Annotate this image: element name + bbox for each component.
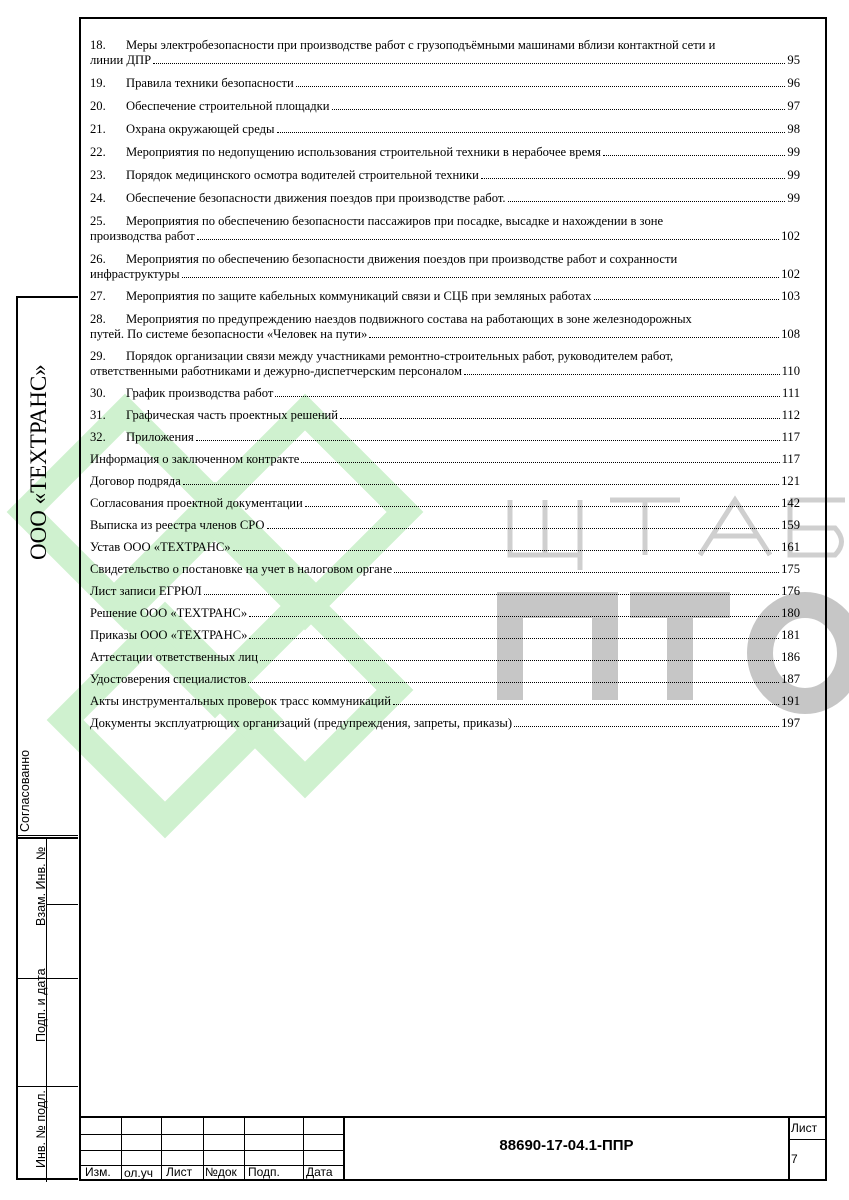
toc-entry-page: 121 [781, 474, 800, 488]
toc-entry-title: Договор подряда [90, 474, 181, 488]
toc-entry-number: 29. [90, 349, 106, 363]
toc-entry[interactable] [90, 99, 800, 114]
toc-entry-title: Устав ООО «ТЕХТРАНС» [90, 540, 231, 554]
toc-entry-number: 30. [90, 386, 106, 400]
toc-entry-number: 27. [90, 289, 106, 303]
toc-dot-leader [301, 461, 779, 463]
toc-dot-leader [204, 593, 779, 595]
toc-entry-title: Мероприятия по обеспечению безопасности пассажиров при посадке, высадке и нахождении в зоне [126, 214, 664, 228]
company-name-vertical: ООО «ТЕХТРАНС» [26, 364, 51, 560]
toc-entry[interactable] [90, 562, 800, 577]
toc-entry-title: Обеспечение строительной площадки [126, 99, 330, 113]
tb-line [79, 1134, 344, 1135]
toc-entry-number: 28. [90, 312, 106, 326]
toc-entry[interactable] [90, 694, 800, 709]
toc-dot-leader [296, 85, 786, 87]
stamp-line [46, 904, 78, 905]
toc-entry-title: Графическая часть проектных решений [126, 408, 339, 422]
toc-dot-leader [182, 276, 780, 278]
toc-entry-page: 161 [781, 540, 800, 554]
tb-vline [244, 1118, 245, 1181]
toc-entry[interactable] [90, 408, 800, 423]
toc-entry-page: 142 [781, 496, 800, 510]
col-list: Лист [166, 1165, 193, 1179]
toc-entry-page: 95 [787, 53, 800, 67]
toc-entry-page: 112 [781, 408, 800, 422]
toc-dot-leader [249, 637, 779, 639]
toc-entry-page: 191 [781, 694, 800, 708]
toc-dot-leader [248, 681, 779, 683]
tb-vline [161, 1118, 162, 1181]
toc-entry-title: Приложения [126, 430, 194, 444]
toc-entry-title: линии ДПР [90, 53, 152, 67]
toc-dot-leader [369, 336, 779, 338]
toc-entry-title: Мероприятия по обеспечению безопасности движения поездов при производстве работ и сохранности [126, 252, 678, 266]
toc-entry[interactable] [90, 584, 800, 599]
soglasovano-label: Согласованно [18, 749, 32, 832]
stamp-line [18, 838, 78, 839]
toc-entry-page: 99 [787, 191, 800, 205]
toc-entry-title: Документы эксплуатрющих организаций (предупреждения, запреты, приказы) [90, 716, 513, 730]
tb-line [788, 1139, 825, 1140]
toc-entry-number: 20. [90, 99, 106, 113]
toc-entry-title: Порядок организации связи между участниками ремонтно-строительных работ, руководителем работ, [126, 349, 674, 363]
toc-entry-page: 176 [781, 584, 800, 598]
toc-entry-page: 197 [781, 716, 800, 730]
toc-entry-number: 22. [90, 145, 106, 159]
toc-dot-leader [464, 373, 780, 375]
toc-entry[interactable] [90, 145, 800, 160]
toc-entry-title: инфраструктуры [90, 267, 180, 281]
inv-podl-label: Инв. № подл. [34, 1090, 48, 1168]
toc-entry[interactable] [90, 289, 800, 304]
toc-entry-number: 25. [90, 214, 106, 228]
toc-entry[interactable] [90, 349, 800, 379]
toc-dot-leader [393, 703, 779, 705]
toc-entry-page: 97 [787, 99, 800, 113]
vzam-inv-label: Взам. Инв. № [34, 846, 48, 926]
toc-entry-page: 108 [781, 327, 800, 341]
col-data: Дата [306, 1165, 333, 1179]
toc-entry[interactable] [90, 496, 800, 511]
toc-entry[interactable] [90, 122, 800, 137]
toc-entry[interactable] [90, 452, 800, 467]
tb-vline [203, 1118, 204, 1181]
toc-entry[interactable] [90, 606, 800, 621]
toc-dot-leader [394, 571, 779, 573]
toc-dot-leader [277, 131, 786, 133]
tb-line [79, 1150, 344, 1151]
toc-entry[interactable] [90, 474, 800, 489]
toc-entry-title: Решение ООО «ТЕХТРАНС» [90, 606, 248, 620]
toc-entry[interactable] [90, 252, 800, 282]
toc-dot-leader [233, 549, 780, 551]
toc-entry-title: Лист записи ЕГРЮЛ [90, 584, 202, 598]
toc-dot-leader [514, 725, 779, 727]
toc-entry-title: Мероприятия по защите кабельных коммуникаций связи и СЦБ при земляных работах [126, 289, 592, 303]
toc-entry-page: 117 [781, 430, 800, 444]
toc-dot-leader [508, 200, 786, 202]
toc-entry[interactable] [90, 38, 800, 68]
tb-vline [303, 1118, 304, 1181]
toc-entry-page: 98 [787, 122, 800, 136]
toc-entry-title: Аттестации ответственных лиц [90, 650, 259, 664]
toc-entry[interactable] [90, 191, 800, 206]
toc-entry[interactable] [90, 430, 800, 445]
toc-dot-leader [196, 439, 780, 441]
toc-dot-leader [197, 238, 779, 240]
toc-dot-leader [267, 527, 780, 529]
toc-entry-page: 187 [781, 672, 800, 686]
toc-entry-page: 102 [781, 267, 800, 281]
col-podp: Подп. [248, 1165, 280, 1179]
table-of-contents [90, 38, 800, 731]
toc-entry-title: Удостоверения специалистов [90, 672, 247, 686]
toc-entry-page: 110 [781, 364, 800, 378]
toc-dot-leader [594, 298, 780, 300]
toc-entry[interactable] [90, 672, 800, 687]
toc-entry[interactable] [90, 168, 800, 183]
toc-entry[interactable] [90, 628, 800, 643]
toc-entry[interactable] [90, 518, 800, 533]
toc-entry-title: Выписка из реестра членов СРО [90, 518, 265, 532]
toc-entry-title: Акты инструментальных проверок трасс коммуникаций [90, 694, 391, 708]
toc-entry[interactable] [90, 312, 800, 342]
toc-dot-leader [260, 659, 779, 661]
toc-entry-title: ответственными работниками и дежурно-диспетчерским персоналом [90, 364, 462, 378]
toc-entry-title: Меры электробезопасности при производстве работ с грузоподъёмными машинами вблизи контактной сети и [126, 38, 716, 52]
tb-vline [788, 1118, 790, 1181]
toc-dot-leader [481, 177, 786, 179]
toc-entry-page: 181 [781, 628, 800, 642]
toc-entry-number: 18. [90, 38, 106, 52]
stamp-line [18, 835, 78, 836]
toc-entry-page: 175 [781, 562, 800, 576]
col-izm: Изм. [85, 1165, 111, 1179]
toc-entry-title: Обеспечение безопасности движения поездов при производстве работ. [126, 191, 506, 205]
toc-entry-title: Порядок медицинского осмотра водителей строительной техники [126, 168, 479, 182]
toc-dot-leader [305, 505, 779, 507]
toc-entry-page: 117 [781, 452, 800, 466]
stamp-line [18, 978, 78, 979]
toc-dot-leader [275, 395, 780, 397]
toc-dot-leader [249, 615, 779, 617]
toc-entry-title: Мероприятия по недопущению использования строительной техники в нерабочее время [126, 145, 601, 159]
toc-entry-title: Приказы ООО «ТЕХТРАНС» [90, 628, 248, 642]
toc-entry-number: 21. [90, 122, 106, 136]
toc-dot-leader [603, 154, 786, 156]
toc-dot-leader [340, 417, 780, 419]
toc-entry-title: Мероприятия по предупреждению наездов подвижного состава на работающих в зоне железнодорожных [126, 312, 692, 326]
col-ndok: №док [205, 1165, 237, 1179]
col-kol-uch: ол.уч [124, 1166, 153, 1180]
tb-vline [121, 1118, 122, 1181]
toc-entry-page: 111 [782, 386, 800, 400]
toc-entry-page: 186 [781, 650, 800, 664]
toc-entry-page: 159 [781, 518, 800, 532]
toc-entry-page: 103 [781, 289, 800, 303]
toc-entry[interactable] [90, 540, 800, 555]
toc-dot-leader [153, 62, 785, 64]
toc-entry-number: 23. [90, 168, 106, 182]
toc-entry-title: Согласования проектной документации [90, 496, 303, 510]
toc-entry[interactable] [90, 76, 800, 91]
stamp-line [18, 1086, 78, 1087]
toc-entry-number: 26. [90, 252, 106, 266]
toc-entry-number: 32. [90, 430, 106, 444]
toc-entry-title: производства работ [90, 229, 195, 243]
toc-entry-page: 102 [781, 229, 800, 243]
document-number: 88690-17-04.1-ППР [499, 1137, 634, 1154]
toc-entry-title: График производства работ [126, 386, 274, 400]
toc-entry-title: Охрана окружающей среды [126, 122, 275, 136]
toc-entry[interactable] [90, 716, 800, 731]
toc-entry-title: Информация о заключенном контракте [90, 452, 300, 466]
toc-entry-page: 180 [781, 606, 800, 620]
toc-entry-number: 19. [90, 76, 106, 90]
toc-entry-number: 31. [90, 408, 106, 422]
toc-entry-title: Свидетельство о постановке на учет в налоговом органе [90, 562, 393, 576]
toc-entry-page: 99 [787, 168, 800, 182]
toc-dot-leader [332, 108, 786, 110]
toc-entry[interactable] [90, 386, 800, 401]
sheet-label: Лист [791, 1121, 818, 1135]
podp-data-label: Подп. и дата [34, 968, 48, 1042]
toc-entry-page: 99 [787, 145, 800, 159]
toc-entry[interactable] [90, 650, 800, 665]
sheet-number: 7 [791, 1152, 798, 1166]
toc-dot-leader [183, 483, 779, 485]
toc-entry-title: Правила техники безопасности [126, 76, 294, 90]
toc-entry-title: путей. По системе безопасности «Человек на пути» [90, 327, 368, 341]
toc-entry-page: 96 [787, 76, 800, 90]
toc-entry[interactable] [90, 214, 800, 244]
toc-entry-number: 24. [90, 191, 106, 205]
